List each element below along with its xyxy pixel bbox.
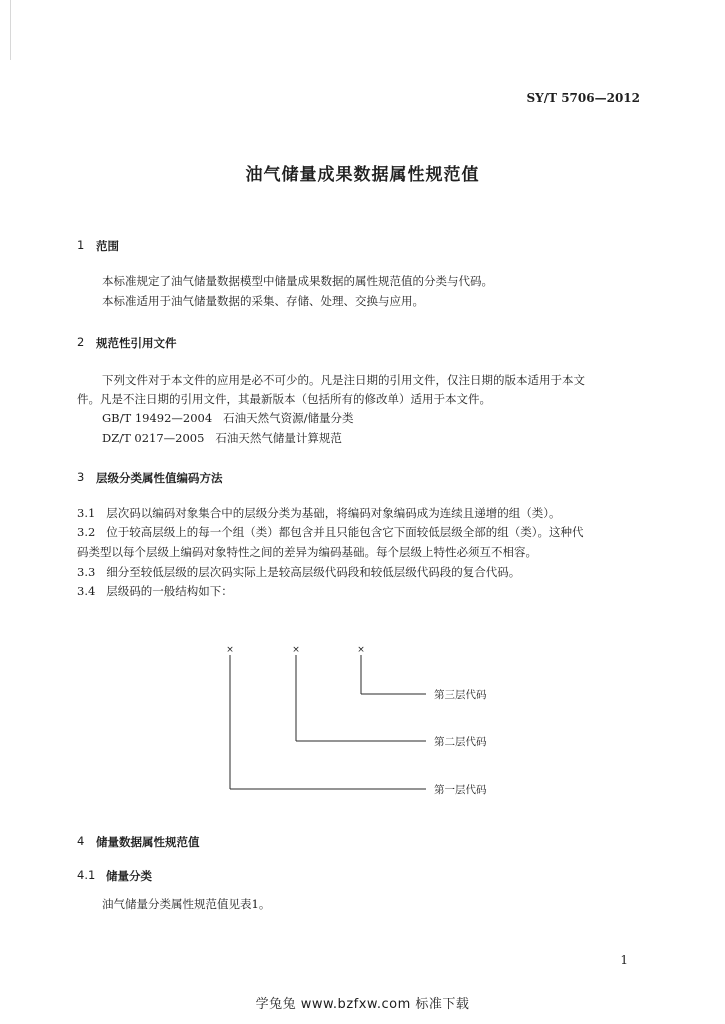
- section-4-number: 4: [77, 834, 85, 848]
- section-2-paragraph-line-2: 件。凡是不注日期的引用文件，其最新版本（包括所有的修改单）适用于本文件。: [77, 392, 491, 406]
- section-1-paragraph-2: 本标准适用于油气储量数据的采集、存储、处理、交换与应用。: [102, 294, 424, 308]
- reference-2-title: 石油天然气储量计算规范: [215, 431, 342, 445]
- clause-3-2-line-2: 码类型以每个层级上编码对象特性之间的差异为编码基础。每个层级上特性必须互不相容。: [77, 545, 537, 559]
- page-number: 1: [620, 953, 628, 967]
- section-1-paragraph-1: 本标准规定了油气储量数据模型中储量成果数据的属性规范值的分类与代码。: [102, 274, 493, 288]
- section-1-title: 范围: [96, 239, 119, 253]
- section-3-title: 层级分类属性值编码方法: [96, 471, 223, 485]
- level-3-label: 第三层代码: [434, 689, 487, 701]
- section-2-number: 2: [77, 335, 85, 349]
- clause-3-4-text: 层级码的一般结构如下：: [106, 584, 233, 598]
- section-1-number: 1: [77, 238, 85, 252]
- reference-1-title: 石油天然气资源/储量分类: [223, 411, 354, 425]
- level-2-marker: ×: [292, 645, 300, 655]
- clause-3-3-number: 3.3: [77, 565, 96, 579]
- section-4-title: 储量数据属性规范值: [96, 835, 200, 849]
- clause-3-1-text: 层次码以编码对象集合中的层级分类为基础，将编码对象编码成为连续且递增的组（类）。: [106, 506, 561, 520]
- section-4-1-number: 4.1: [77, 868, 96, 882]
- level-1-marker: ×: [226, 645, 234, 655]
- section-4-1-title: 储量分类: [106, 869, 152, 883]
- clause-3-1-number: 3.1: [77, 506, 96, 520]
- footer-watermark: 学兔兔 www.bzfxw.com 标准下载: [255, 997, 470, 1012]
- section-4-1-paragraph: 油气储量分类属性规范值见表1。: [102, 897, 271, 911]
- section-2-paragraph-line-1: 下列文件对于本文件的应用是必不可少的。凡是注日期的引用文件，仅注日期的版本适用于本文: [102, 373, 585, 387]
- clause-3-4-number: 3.4: [77, 584, 96, 598]
- reference-2-code: DZ/T 0217—2005: [102, 431, 205, 445]
- reference-1-code: GB/T 19492—2004: [102, 411, 213, 425]
- document-title: 油气储量成果数据属性规范值: [245, 165, 480, 185]
- level-3-marker: ×: [357, 645, 365, 655]
- clause-3-3-text: 细分至较低层级的层次码实际上是较高层级代码段和较低层级代码段的复合代码。: [106, 565, 521, 579]
- clause-3-2-line-1: 位于较高层级上的每一个组（类）都包含并且只能包含它下面较低层级全部的组（类）。这种代: [106, 525, 584, 539]
- section-2-title: 规范性引用文件: [96, 336, 177, 350]
- level-1-label: 第一层代码: [434, 784, 487, 796]
- level-2-label: 第二层代码: [434, 736, 487, 748]
- section-3-number: 3: [77, 470, 85, 484]
- clause-3-2-number: 3.2: [77, 525, 96, 539]
- standard-code: SY/T 5706—2012: [526, 91, 640, 105]
